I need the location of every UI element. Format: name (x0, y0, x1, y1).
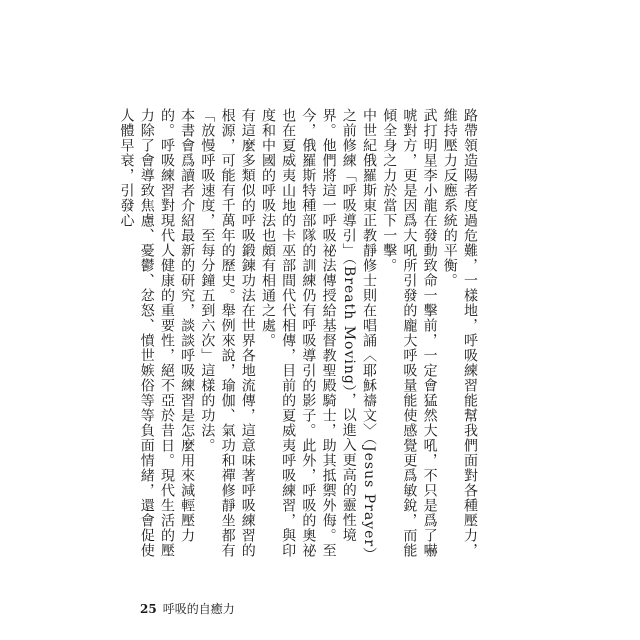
body-text (116, 108, 480, 558)
paragraph: 路帶領造陽者度過危難，一樣地，呼吸練習能幫我們面對各種壓力，維持壓力反應系統的平衡。 (441, 108, 478, 558)
running-title: 呼吸的自癒力 (162, 602, 235, 616)
paragraph: 中世紀俄羅斯東正教靜修士則在唱誦〈耶穌禱文〉（Jesus Prayer）之前修練「呼吸導引」（Breath Moving），以進入更高的靈性境界。他們將這一呼吸祕法傳授給基督教聖殿騎士，助其抵禦外侮。至今，俄羅斯特種部隊的訓練仍有呼吸導引的影子。此外，呼吸的奧祕也在夏威夷山地的卡巫部間代代相傳，目前的夏威夷呼吸練習，與印度和中國的呼吸法也頗有相通之處。 (259, 108, 377, 558)
paragraph: 武打明星李小龍在發動致命一擊前，一定會猛然大吼，不只是爲了嚇唬對方，更是因爲大吼所引發的龐大呼吸量能使感覺更爲敏銳，而能傾全身之力於當下一擊。 (381, 108, 438, 558)
paragraph: 有這麼多類似的呼吸鍛鍊功法在世界各地流傳，這意味著呼吸練習的根源，可能有千萬年的歷史。舉例來說，瑜伽、氣功和禪修靜坐都有「放慢呼吸速度，至每分鐘五到六次」這樣的功法。 (199, 108, 256, 558)
page-number: 25 (140, 602, 157, 616)
page-footer (140, 600, 235, 617)
paragraph: 本書會爲讀者介紹最新的研究，談談呼吸練習是怎麼用來減輕壓力的。呼吸練習對現代人健康的重要性，絕不亞於昔日。現代生活的壓力除了會導致焦慮、憂鬱、忿怒、憤世嫉俗等等負面情緒，還會促使人體早衰，引發心 (118, 108, 196, 558)
